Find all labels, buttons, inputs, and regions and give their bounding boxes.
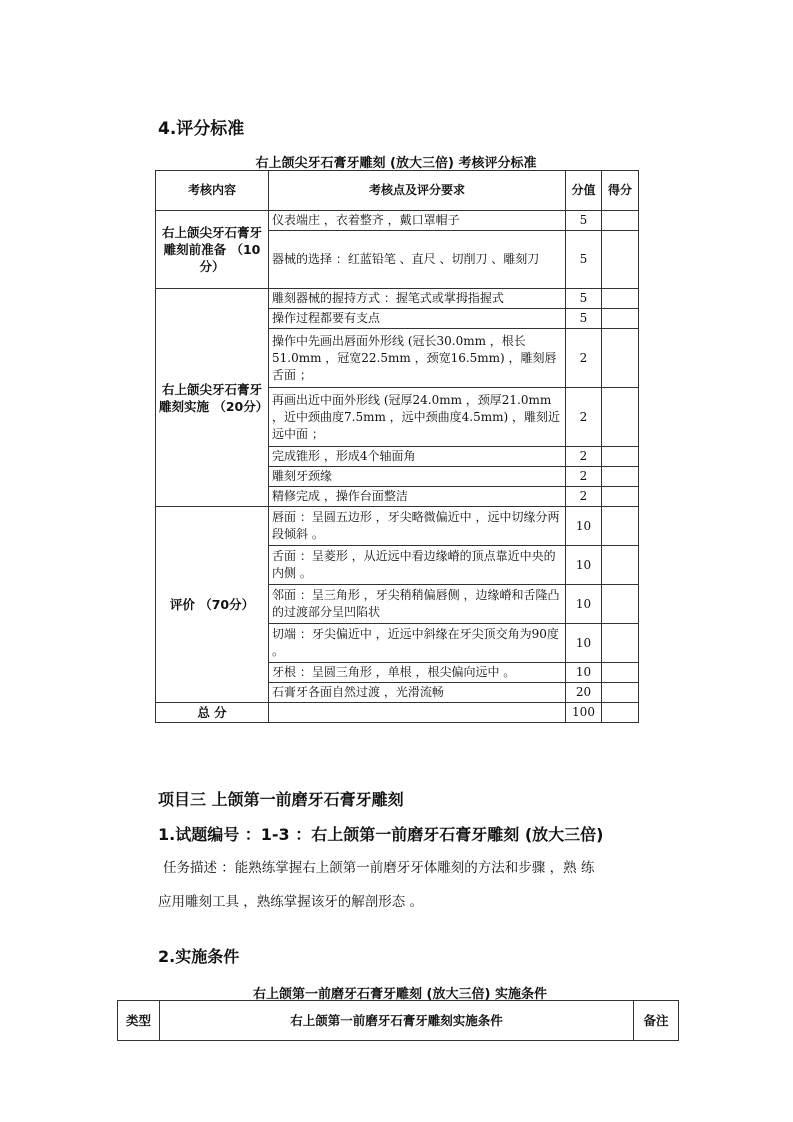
value-cell: 5	[566, 309, 602, 329]
score-cell	[602, 309, 639, 329]
requirement-cell: 唇面 ：呈圆五边形 ，牙尖略微偏近中 ，远中切缘分两段倾斜 。	[269, 507, 566, 546]
table-row	[156, 289, 639, 309]
total-label: 总 分	[156, 703, 269, 723]
table-row	[156, 211, 639, 231]
score-cell	[602, 467, 639, 487]
scoring-table	[155, 170, 639, 723]
header-type: 类型	[118, 1001, 160, 1041]
header-conditions: 右上颌第一前磨牙石膏牙雕刻实施条件	[160, 1001, 634, 1041]
value-cell: 2	[566, 388, 602, 447]
score-cell	[602, 507, 639, 546]
score-cell	[602, 546, 639, 585]
category-cell: 右上颌尖牙石膏牙雕刻前准备 （10分）	[156, 211, 269, 289]
score-cell	[602, 447, 639, 467]
requirement-cell: 牙根 ：呈圆三角形 ，单根 ，根尖偏向远中 。	[269, 663, 566, 683]
table-caption: 右上颌尖牙石膏牙雕刻 (放大三倍) 考核评分标准	[255, 156, 537, 171]
value-cell: 10	[566, 624, 602, 663]
header-content: 考核内容	[156, 171, 269, 211]
value-cell: 10	[566, 507, 602, 546]
requirement-cell: 雕刻牙颈缘	[269, 467, 566, 487]
table-header-row	[156, 171, 639, 211]
total-score	[602, 703, 639, 723]
score-cell	[602, 289, 639, 309]
score-cell	[602, 211, 639, 231]
table-row	[156, 507, 639, 546]
requirement-cell: 精修完成 ，操作台面整洁	[269, 487, 566, 507]
conditions-table	[117, 1000, 679, 1041]
requirement-cell: 石膏牙各面自然过渡 ，光滑流畅	[269, 683, 566, 703]
header-note: 备注	[634, 1001, 679, 1041]
score-cell	[602, 585, 639, 624]
total-value: 100	[566, 703, 602, 723]
total-blank	[269, 703, 566, 723]
score-cell	[602, 624, 639, 663]
header-points: 考核点及评分要求	[269, 171, 566, 211]
score-cell	[602, 388, 639, 447]
score-cell	[602, 231, 639, 289]
requirement-cell: 完成锥形 ，形成4个轴面角	[269, 447, 566, 467]
item-title: 1.试题编号 ：1-3 ：右上颌第一前磨牙石膏牙雕刻 (放大三倍)	[158, 825, 604, 844]
value-cell: 10	[566, 546, 602, 585]
requirement-cell: 雕刻器械的握持方式 ：握笔式或掌拇指握式	[269, 289, 566, 309]
requirement-cell: 操作过程都要有支点	[269, 309, 566, 329]
value-cell: 2	[566, 487, 602, 507]
task-description-line2: 应用雕刻工具 ，熟练掌握该牙的解剖形态 。	[158, 894, 424, 910]
project-title: 项目三 上颌第一前磨牙石膏牙雕刻	[158, 790, 404, 809]
requirement-cell: 切端 ：牙尖偏近中 ，近远中斜缘在牙尖顶交角为90度 。	[269, 624, 566, 663]
value-cell: 2	[566, 329, 602, 388]
value-cell: 5	[566, 289, 602, 309]
value-cell: 20	[566, 683, 602, 703]
value-cell: 2	[566, 447, 602, 467]
requirement-cell: 器械的选择 ：红蓝铅笔 、直尺 、切削刀 、雕刻刀	[269, 231, 566, 289]
header-score: 得分	[602, 171, 639, 211]
score-cell	[602, 329, 639, 388]
section-title: 4.评分标准	[158, 119, 245, 139]
section-title: 2.实施条件	[158, 947, 240, 966]
requirement-cell: 邻面 ：呈三角形 ，牙尖稍稍偏唇侧 ，边缘嵴和舌隆凸的过渡部分呈凹陷状	[269, 585, 566, 624]
category-cell: 右上颌尖牙石膏牙雕刻实施 （20分）	[156, 289, 269, 507]
value-cell: 2	[566, 467, 602, 487]
value-cell: 5	[566, 211, 602, 231]
task-description-line1: 任务描述 ：能熟练掌握右上颌第一前磨牙牙体雕刻的方法和步骤 ，熟 练	[163, 860, 595, 876]
requirement-cell: 仪表端庄 ，衣着整齐 ，戴口罩帽子	[269, 211, 566, 231]
requirement-cell: 舌面 ：呈菱形 ，从近远中看边缘嵴的顶点靠近中央的内侧 。	[269, 546, 566, 585]
table-caption: 右上颌第一前磨牙石膏牙雕刻 (放大三倍) 实施条件	[253, 987, 547, 1002]
value-cell: 10	[566, 663, 602, 683]
score-cell	[602, 487, 639, 507]
score-cell	[602, 683, 639, 703]
requirement-cell: 再画出近中面外形线 (冠厚24.0mm ，颈厚21.0mm ，近中颈曲度7.5mm ，远中颈曲度4.5mm) ，雕刻近远中面 ；	[269, 388, 566, 447]
header-value: 分值	[566, 171, 602, 211]
total-row	[156, 703, 639, 723]
score-cell	[602, 663, 639, 683]
value-cell: 10	[566, 585, 602, 624]
table-header-row	[118, 1001, 679, 1041]
requirement-cell: 操作中先画出唇面外形线 (冠长30.0mm ，根长51.0mm ，冠宽22.5mm ，颈宽16.5mm) ，雕刻唇舌面 ；	[269, 329, 566, 388]
value-cell: 5	[566, 231, 602, 289]
category-cell: 评价 （70分）	[156, 507, 269, 703]
